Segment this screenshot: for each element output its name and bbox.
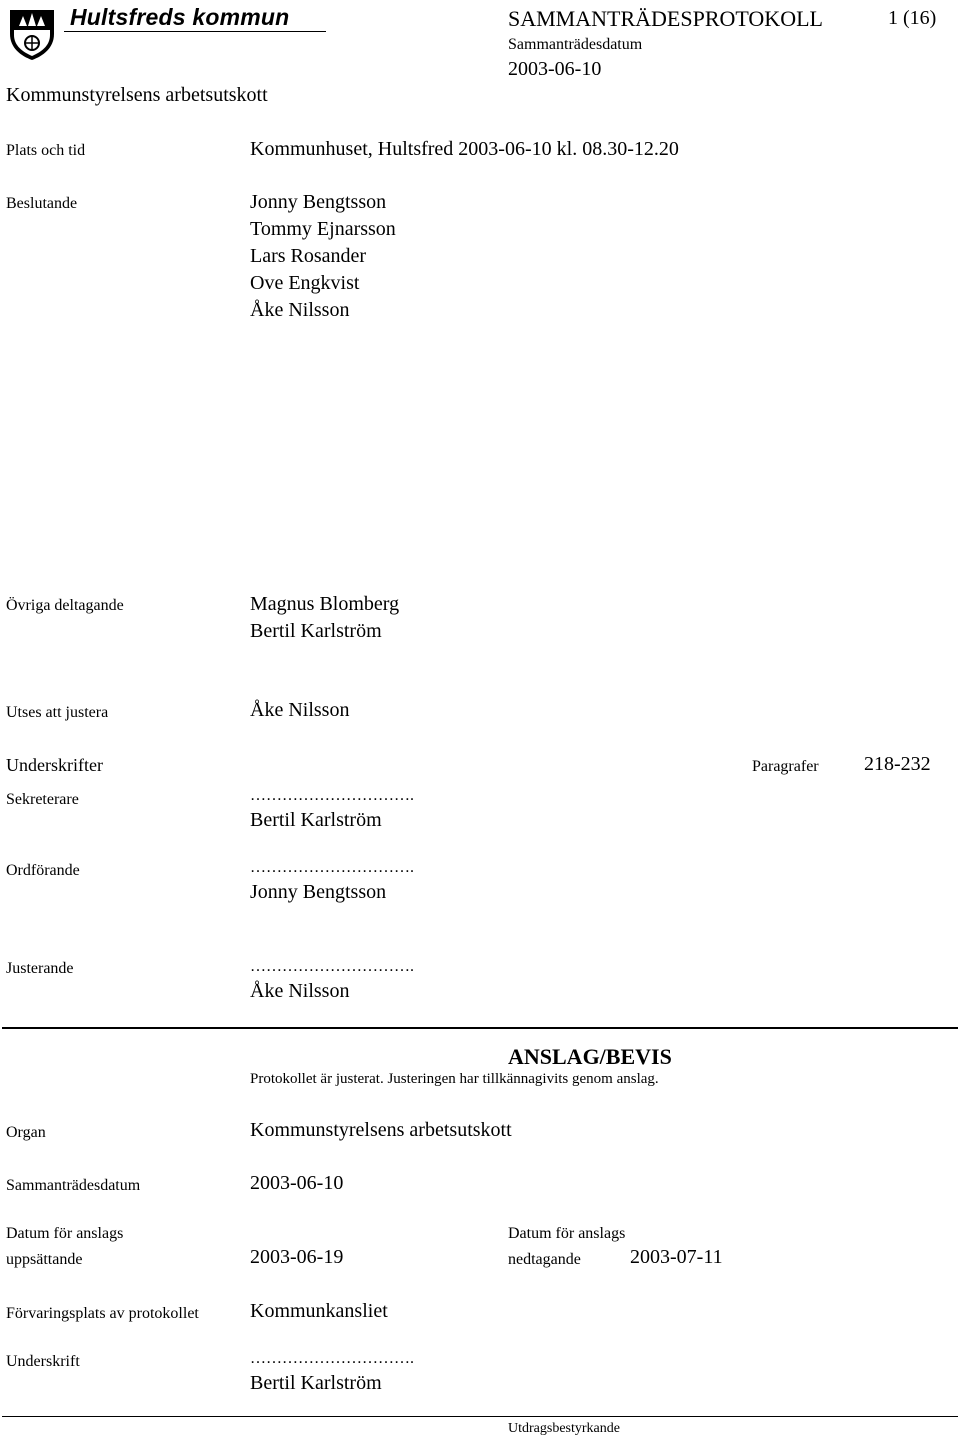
storage-label: Förvaringsplats av protokollet <box>6 1305 199 1322</box>
notice-signature-label: Underskrift <box>6 1353 80 1370</box>
notice-organ-value: Kommunstyrelsens arbetsutskott <box>250 1119 512 1141</box>
post-date-value: 2003-06-19 <box>250 1246 344 1268</box>
paragraphs-label: Paragrafer <box>752 758 819 775</box>
page-number: 1 (16) <box>888 7 937 29</box>
signature-line: …………………………. <box>250 1350 414 1367</box>
organ-title: Kommunstyrelsens arbetsutskott <box>6 84 268 106</box>
municipal-crest-icon <box>6 4 58 62</box>
post-date-label: Datum för anslags <box>6 1225 124 1242</box>
deciding-label: Beslutande <box>6 195 78 212</box>
brand-name: Hultsfreds kommun <box>70 4 290 30</box>
signature-line: …………………………. <box>250 787 414 804</box>
post-date-label-2: uppsättande <box>6 1251 83 1268</box>
list-item: Jonny Bengtsson <box>250 191 387 213</box>
signature-adjuster-name: Åke Nilsson <box>250 980 350 1002</box>
signature-adjuster-label: Justerande <box>6 960 74 977</box>
header-date-label: Sammanträdesdatum <box>508 36 643 53</box>
notice-organ-label: Organ <box>6 1124 46 1141</box>
place-value: Kommunhuset, Hultsfred 2003-06-10 kl. 08.30-12.20 <box>250 138 679 160</box>
remove-date-label-2: nedtagande <box>508 1251 581 1268</box>
secretary-name: Bertil Karlström <box>250 809 382 831</box>
notice-text: Protokollet är justerat. Justeringen har tillkännagivits genom anslag. <box>250 1071 659 1087</box>
notice-signature-name: Bertil Karlström <box>250 1372 382 1394</box>
footer-label: Utdragsbestyrkande <box>508 1421 620 1436</box>
list-item: Åke Nilsson <box>250 299 350 321</box>
document-type: SAMMANTRÄDESPROTOKOLL <box>508 6 823 31</box>
brand-underline <box>64 31 326 32</box>
remove-date-label: Datum för anslags <box>508 1225 626 1242</box>
secretary-label: Sekreterare <box>6 791 79 808</box>
signatures-label: Underskrifter <box>6 755 103 775</box>
deciding-list <box>250 189 396 324</box>
notice-date-value: 2003-06-10 <box>250 1172 344 1194</box>
list-item: Ove Engkvist <box>250 272 360 294</box>
list-item: Lars Rosander <box>250 245 367 267</box>
footer-divider <box>2 1416 958 1417</box>
list-item: Magnus Blomberg <box>250 593 400 615</box>
list-item: Tommy Ejnarsson <box>250 218 396 240</box>
storage-value: Kommunkansliet <box>250 1300 388 1322</box>
remove-date-value: 2003-07-11 <box>630 1246 723 1268</box>
signature-line: …………………………. <box>250 859 414 876</box>
signature-line: …………………………. <box>250 958 414 975</box>
chair-name: Jonny Bengtsson <box>250 881 387 903</box>
section-divider <box>2 1027 958 1029</box>
adjuster-label: Utses att justera <box>6 704 109 721</box>
notice-title: ANSLAG/BEVIS <box>508 1044 672 1069</box>
others-label: Övriga deltagande <box>6 597 124 614</box>
place-label: Plats och tid <box>6 142 86 159</box>
others-list <box>250 591 399 645</box>
paragraphs-value: 218-232 <box>864 753 931 775</box>
chair-label: Ordförande <box>6 862 80 879</box>
list-item: Bertil Karlström <box>250 620 382 642</box>
header-date: 2003-06-10 <box>508 58 602 80</box>
adjuster-value: Åke Nilsson <box>250 699 350 721</box>
notice-date-label: Sammanträdesdatum <box>6 1177 141 1194</box>
